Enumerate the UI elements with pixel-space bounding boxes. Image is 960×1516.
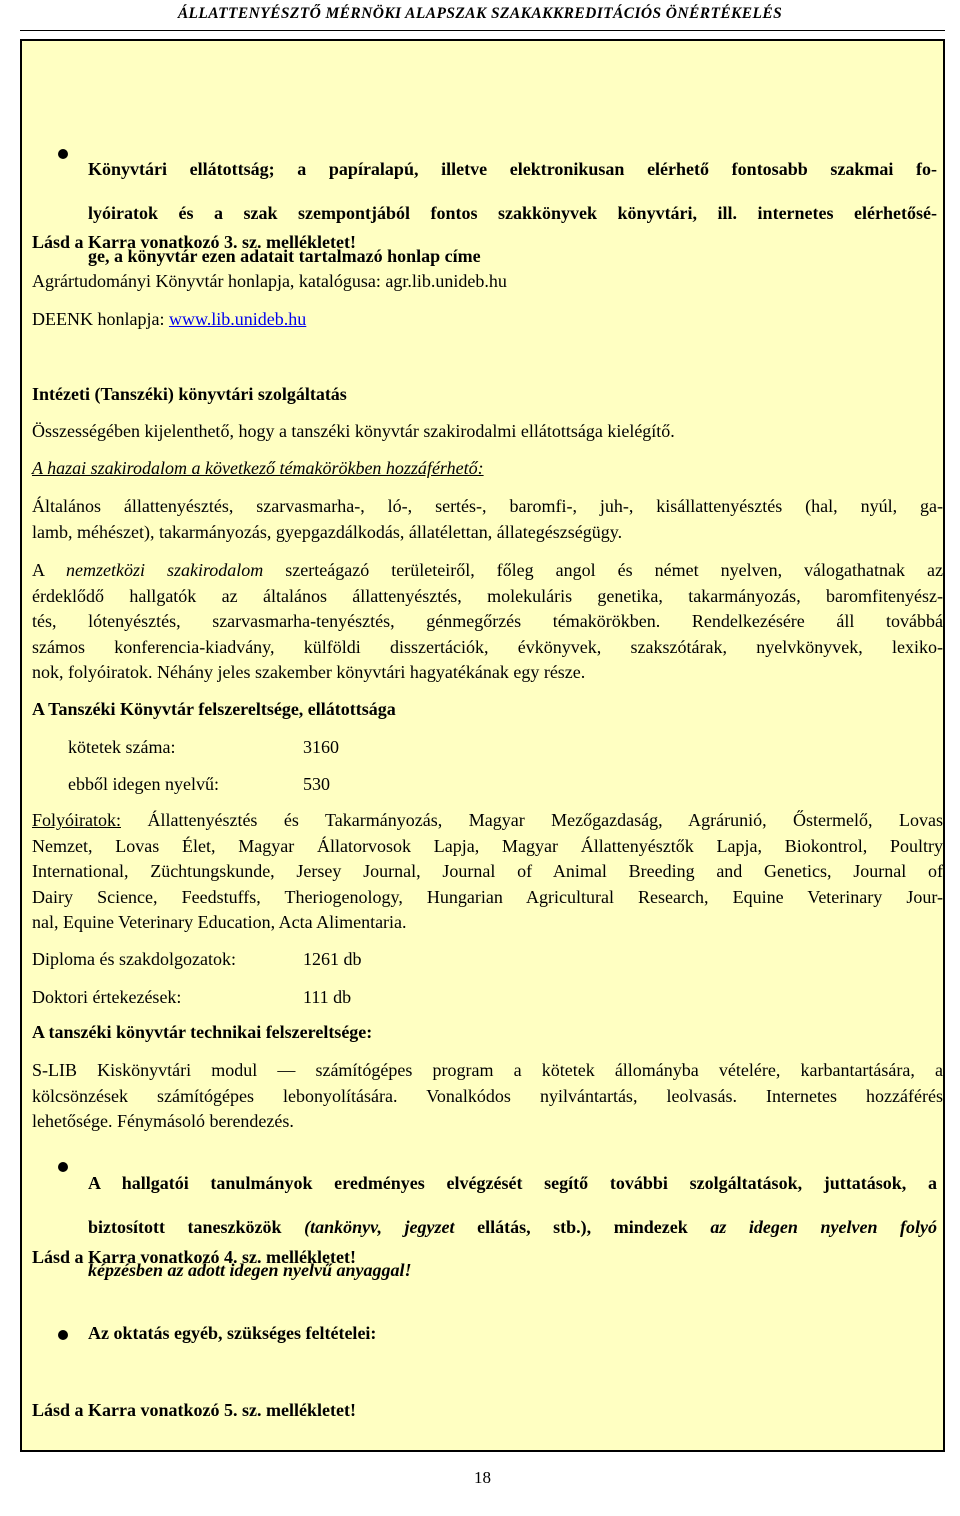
volumes-label: kötetek száma:: [68, 737, 176, 757]
see-reference-5: Lásd a Karra vonatkozó 5. sz. mellékletet!: [32, 1400, 356, 1420]
text-line: lamb, méhészet), takarmányozás, gyepgazdálkodás, állatélettan, állategészségügy.: [32, 521, 623, 542]
table-cell: [20, 108, 945, 1487]
text-line: Dairy Science, Feedstuffs, Theriogenology, Hungarian Agricultural Research, Equine Veterinary Jour-: [32, 886, 943, 907]
bullet-icon: [58, 1330, 68, 1340]
bullet-icon: [58, 1162, 68, 1172]
bullet-line: képzésben az adott idegen nyelvű anyaggal!: [88, 1260, 412, 1281]
bullet-line: Könyvtári ellátottság; a papíralapú, illetve elektronikusan elérhető fontosabb szakmai fo-: [88, 159, 937, 179]
technical-block: [32, 1058, 943, 1135]
text-line: [32, 558, 943, 584]
domestic-heading-text: A hazai szakirodalom a következő témakörökben hozzáférhető:: [32, 458, 484, 478]
bullet-line: A hallgatói tanulmányok eredményes elvégzését segítő további szolgáltatások, juttatások, a: [88, 1173, 937, 1193]
foreign-row: [68, 772, 330, 797]
bullet-heading-services: [88, 1153, 937, 1302]
deenk-label: DEENK honlapja:: [32, 309, 169, 329]
document-header: ÁLLATTENYÉSZTŐ MÉRNÖKI ALAPSZAK SZAKAKKREDITÁCIÓS ÖNÉRTÉKELÉS: [177, 5, 783, 22]
page-number: 18: [474, 1468, 491, 1487]
text-span: (tankönyv, jegyzet: [304, 1216, 455, 1237]
foreign-label: ebből idegen nyelvű:: [68, 774, 219, 794]
theses-value: 1261 db: [303, 949, 362, 969]
deenk-link[interactable]: www.lib.unideb.hu: [168, 309, 307, 329]
bullet-line: [88, 1215, 937, 1241]
text-line: [32, 808, 943, 834]
table-frame-top: [20, 39, 945, 110]
bullet-line: ge, a könyvtár ezen adatait tartalmazó honlap címe: [88, 246, 481, 267]
text-line: nal, Equine Veterinary Education, Acta Alimentaria.: [32, 912, 407, 933]
journals-block: [32, 808, 943, 936]
text-line: számos konferencia-kiadvány, külföldi disszertációk, évkönyvek, szakszótárak, nyelvkönyvek, lexiko-: [32, 636, 943, 657]
foreign-value: 530: [303, 774, 330, 794]
theses-label: Diploma és szakdolgozatok:: [32, 949, 236, 969]
see-reference-3: Lásd a Karra vonatkozó 3. sz. mellékletet!: [32, 232, 356, 252]
text-line: Nemzet, Lovas Élet, Magyar Állatorvosok Lapja, Magyar Állattenyésztők Lapja, Biokontrol, Poultry: [32, 835, 943, 856]
technical-heading: A tanszéki könyvtár technikai felszereltsége:: [32, 1022, 373, 1042]
text-span: biztosított taneszközök: [88, 1216, 305, 1237]
text-line: S-LIB Kiskönyvtári modul — számítógépes program a kötetek állományba vételére, karbantartására, a: [32, 1060, 943, 1080]
bullet-heading-other: Az oktatás egyéb, szükséges feltételei:: [88, 1323, 377, 1343]
intl-literature: [32, 558, 943, 686]
text-span: A: [32, 560, 66, 580]
deenk-line: [32, 307, 306, 333]
institute-heading: Intézeti (Tanszéki) könyvtári szolgáltatás: [32, 384, 347, 404]
institute-summary: Összességében kijelenthető, hogy a tanszéki könyvtár szakirodalmi ellátottsága kielégítő.: [32, 421, 675, 441]
bullet-heading-library: [88, 139, 937, 288]
volumes-value: 3160: [303, 737, 339, 757]
doctoral-row: [32, 985, 351, 1010]
see-reference-4: Lásd a Karra vonatkozó 4. sz. mellékletet!: [32, 1247, 356, 1267]
text-line: tés, lótenyésztés, szarvasmarha-tenyésztés, génmegőrzés témakörökben. Rendelkezésére áll továbbá: [32, 611, 943, 632]
text-line: kölcsönzések számítógépes lebonyolítására. Vonalkódos nyilvántartás, leolvasás. Internetes hozzáférés: [32, 1085, 943, 1106]
text-span: szerteágazó területeiről, főleg angol és német nyelven, válogathatnak az: [263, 560, 943, 580]
text-line: International, Züchtungskunde, Jersey Journal, Journal of Animal Breeding and Genetics, Journal of: [32, 861, 943, 882]
domestic-heading: [32, 456, 484, 482]
bullet-line: lyóiratok és a szak szempontjából fontos szakkönyvek könyvtári, ill. internetes elérhetősé-: [88, 202, 937, 223]
text-line: érdeklődő hallgatók az általános állattenyésztés, molekuláris genetika, takarmányozás, baromfitenyész-: [32, 585, 943, 606]
doctoral-value: 111 db: [303, 987, 352, 1007]
volumes-row: [68, 735, 339, 760]
agrar-library-text: Agrártudományi Könyvtár honlapja, katalógusa: agr.lib.unideb.hu: [32, 271, 507, 291]
header-rule: [20, 30, 945, 31]
text-span: az idegen nyelven folyó: [710, 1216, 938, 1237]
equipment-heading: A Tanszéki Könyvtár felszereltsége, ellátottsága: [32, 699, 396, 719]
theses-row: [32, 947, 362, 972]
text-line: Általános állattenyésztés, szarvasmarha-, ló-, sertés-, baromfi-, juh-, kisállattenyésztés (hal, nyúl, ga-: [32, 496, 943, 516]
text-line: nok, folyóiratok. Néhány jeles szakember könyvtári hagyatékának egy része.: [32, 662, 586, 683]
bullet-icon: [58, 149, 68, 159]
domestic-topics: [32, 494, 943, 545]
journals-label: Folyóiratok:: [32, 810, 121, 830]
text-span: ellátás, stb.), mindezek: [454, 1216, 711, 1237]
text-line: lehetősége. Fénymásoló berendezés.: [32, 1111, 294, 1132]
doctoral-label: Doktori értekezések:: [32, 987, 182, 1007]
text-span: Állattenyésztés és Takarmányozás, Magyar Mezőgazdaság, Agrárunió, Őstermelő, Lovas: [121, 810, 943, 830]
intl-italic: nemzetközi szakirodalom: [66, 560, 264, 580]
